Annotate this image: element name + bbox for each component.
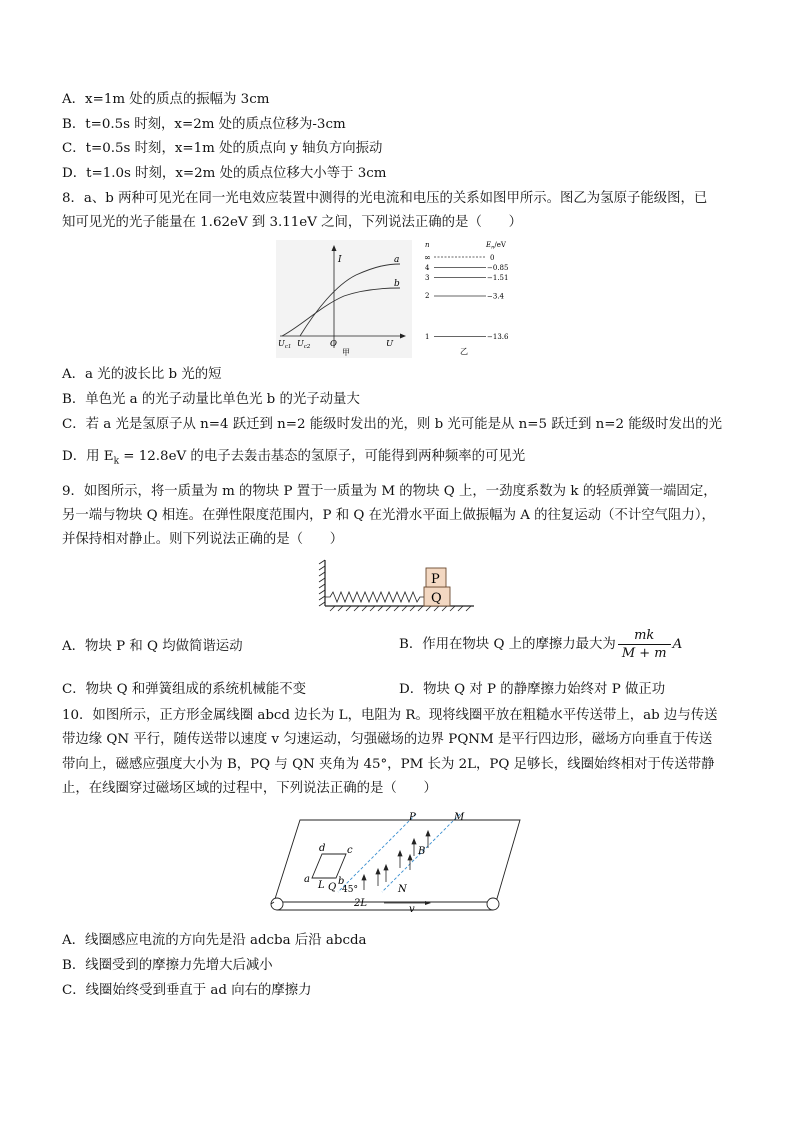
q8-figure-jia xyxy=(276,240,412,358)
q9-b-fraction: $\frac{mk}{M + m}$ xyxy=(618,627,671,662)
q8-stem-line2: 知可见光的光子能量在 1.62eV 到 3.11eV 之间，下列说法正确的是（ ） xyxy=(62,215,523,230)
axis-i-label: I xyxy=(338,255,342,265)
label-m: M xyxy=(454,812,465,823)
block-q-label: Q xyxy=(431,591,442,606)
q10-option-b: B．线圈受到的摩擦力先增大后减小 xyxy=(62,958,273,973)
curve-a-label: a xyxy=(394,255,400,265)
axis-u-label: U xyxy=(386,339,394,349)
level-1-n: 1 xyxy=(425,333,430,341)
roller-left xyxy=(271,898,283,910)
level-3-n: 3 xyxy=(425,274,430,282)
coil-abcd xyxy=(312,854,346,878)
q10-stem-line4: 止，在线圈穿过磁场区域的过程中，下列说法正确的是（ ） xyxy=(62,781,437,796)
label-coil-c: c xyxy=(347,845,353,856)
level-3-e: −1.51 xyxy=(487,274,509,282)
q8-option-b: B．单色光 a 的光子动量比单色光 b 的光子动量大 xyxy=(62,392,360,407)
q10-option-c: C．线圈始终受到垂直于 ad 向右的摩擦力 xyxy=(62,983,312,998)
label-n: N xyxy=(398,884,407,895)
belt-surface xyxy=(274,820,520,902)
q8-option-a: A．a 光的波长比 b 光的短 xyxy=(62,367,222,382)
spring xyxy=(325,592,424,602)
q7-option-d: D．t=1.0s 时刻，x=2m 处的质点位移大小等于 3cm xyxy=(62,166,387,181)
q10-stem-line1: 10．如图所示，正方形金属线圈 abcd 边长为 L，电阻为 R。现将线圈平放在粗糙水平传送带上，ab 边与传送 xyxy=(62,708,718,723)
q7-option-a: A．x=1m 处的质点的振幅为 3cm xyxy=(62,92,270,107)
caption-yi: 乙 xyxy=(460,347,468,356)
label-b: B xyxy=(418,846,426,857)
label-2l: 2L xyxy=(354,898,368,909)
q8-option-d: D．用 $E_k = 12.8eV$ 的电子去轰击基态的氢原子，可能得到两种频率的可见光 xyxy=(62,449,526,467)
q10-option-a: A．线圈感应电流的方向先是沿 adcba 后沿 abcda xyxy=(62,933,367,948)
label-coil-l: L xyxy=(318,880,325,891)
level-inf-e: 0 xyxy=(490,254,495,262)
q8-option-c: C．若 a 光是氢原子从 n=4 跃迁到 n=2 能级时发出的光，则 b 光可能是从 n=5 跃迁到 n=2 能级时发出的光 xyxy=(62,417,723,432)
q9-option-d: D．物块 Q 对 P 的静摩擦力始终对 P 做正功 xyxy=(399,682,666,697)
curve-b-label: b xyxy=(394,279,400,289)
roller-right xyxy=(487,898,499,910)
level-2-e: −3.4 xyxy=(487,292,504,301)
label-q: Q xyxy=(328,882,337,893)
label-coil-d: d xyxy=(319,843,326,854)
field-arrows xyxy=(362,831,430,890)
q7-option-c: C．t=0.5s 时刻，x=1m 处的质点向 y 轴负方向振动 xyxy=(62,141,383,156)
level-2-n: 2 xyxy=(425,292,430,300)
level-4-e: −0.85 xyxy=(487,264,509,272)
label-p: P xyxy=(409,812,416,823)
uc1-label: $U_{c1}$ xyxy=(278,339,292,350)
label-v: v xyxy=(409,904,415,915)
label-coil-b: b xyxy=(338,876,345,887)
origin-label: O xyxy=(330,339,337,349)
q9-option-c: C．物块 Q 和弹簧组成的系统机械能不变 xyxy=(62,682,306,697)
q8-figure-yi xyxy=(420,240,514,358)
q10-stem-line2: 带边缘 QN 平行，随传送带以速度 v 匀速运动，匀强磁场的边界 PQNM 是平行四边形，磁场方向垂直于传送 xyxy=(62,732,713,747)
level-4-n: 4 xyxy=(425,264,430,272)
label-coil-a: a xyxy=(304,874,310,885)
q9-option-a: A．物块 P 和 Q 均做简谐运动 xyxy=(62,639,243,654)
q10-stem-line3: 带向上，磁感应强度大小为 B，PQ 与 QN 夹角为 45°，PM 长为 2L，PQ 足够长，线圈始终相对于传送带静 xyxy=(62,757,715,772)
header-e: $E_n/eV$ xyxy=(486,241,506,251)
q8-stem-line1: 8．a、b 两种可见光在同一光电效应装置中测得的光电流和电压的关系如图甲所示。图乙为氢原子能级图，已 xyxy=(62,191,708,206)
header-n: n xyxy=(425,241,430,249)
q9-stem-line1: 9．如图所示，将一质量为 m 的物块 P 置于一质量为 M 的物块 Q 上，一劲度系数为 k 的轻质弹簧一端固定， xyxy=(62,484,717,499)
q9-stem-line2: 另一端与物块 Q 相连。在弹性限度范围内，P 和 Q 在光滑水平面上做振幅为 A 的往复运动（不计空气阻力）， xyxy=(62,508,715,523)
block-p-label: P xyxy=(431,572,440,587)
level-1-e: −13.6 xyxy=(487,333,509,341)
label-angle: 45° xyxy=(342,885,358,895)
q9-stem-line3: 并保持相对静止。则下列说法正确的是（ ） xyxy=(62,532,344,547)
q7-option-b: B．t=0.5s 时刻，x=2m 处的质点位移为-3cm xyxy=(62,117,346,132)
level-inf-n: ∞ xyxy=(424,253,431,262)
q10-figure-conveyor xyxy=(266,806,532,916)
caption-jia: 甲 xyxy=(342,348,350,357)
uc2-label: $U_{c2}$ xyxy=(297,339,311,350)
q9-option-b: B．作用在物块 Q 上的摩擦力最大为 $\frac{mk}{M + m}$ A xyxy=(399,628,683,661)
q9-figure-spring xyxy=(318,558,478,614)
